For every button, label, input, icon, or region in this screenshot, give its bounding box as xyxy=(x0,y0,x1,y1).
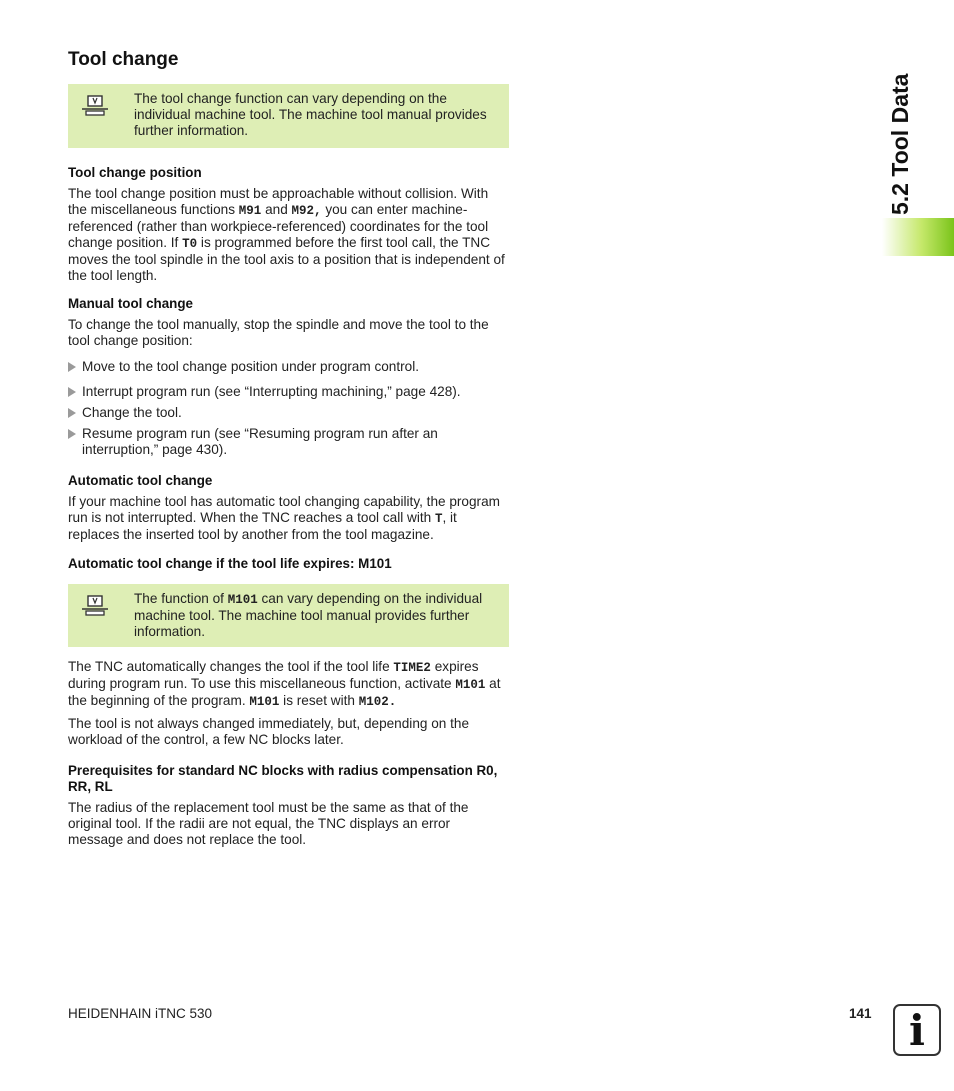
text-run: is reset with xyxy=(279,693,359,708)
automatic-paragraph xyxy=(68,494,509,543)
text-run: is programmed before the first tool call, the TNC moves the tool spindle in the tool axis to a position that is independent of the tool length. xyxy=(68,235,505,283)
m101-paragraph-2: The tool is not always changed immediately, but, depending on the workload of the control, a few NC blocks later. xyxy=(68,716,470,747)
page-number: 141 xyxy=(849,1006,872,1021)
step-item xyxy=(68,384,509,400)
bullet-triangle-icon xyxy=(68,362,76,372)
section-title-position: Tool change position xyxy=(68,165,202,180)
bullet-triangle-icon xyxy=(68,408,76,418)
section-title-manual: Manual tool change xyxy=(68,296,193,311)
code-m91: M91 xyxy=(238,204,262,218)
code-m101: M101 xyxy=(249,695,280,709)
code-time2: TIME2 xyxy=(393,661,431,675)
manual-intro: To change the tool manually, stop the spindle and move the tool to the tool change position: xyxy=(68,317,489,348)
page-heading: Tool change xyxy=(68,49,179,70)
text-run: The function of xyxy=(134,591,228,606)
chapter-title-text: 5.2 Tool Data xyxy=(887,73,913,215)
step-item xyxy=(68,359,509,375)
bullet-triangle-icon xyxy=(68,387,76,397)
text-run: The tool change position must be approachable without collision. With the miscellaneous functions xyxy=(68,186,489,217)
machine-note-box xyxy=(68,84,509,148)
machine-tool-icon xyxy=(80,595,110,617)
text-run: and xyxy=(261,202,292,217)
chapter-tab xyxy=(882,218,954,256)
code-m92: M92, xyxy=(291,204,322,218)
section-title-prereq: Prerequisites for standard NC blocks with radius compensation R0, RR, RL xyxy=(68,763,498,794)
text-run: you can enter machine-referenced (rather than workpiece-referenced) coordinates for the tool change position. If xyxy=(68,202,489,250)
section-title-automatic: Automatic tool change xyxy=(68,473,213,488)
code-m101: M101 xyxy=(227,593,258,607)
machine-note-box xyxy=(68,584,509,647)
text-run: If your machine tool has automatic tool changing capability, the program run is not interrupted. When the TNC reaches a tool call with xyxy=(68,494,500,525)
step-text: Interrupt program run (see “Interrupting machining,” page 428). xyxy=(82,384,461,399)
text-run: expires during program run. To use this miscellaneous function, activate xyxy=(68,659,479,691)
step-text: Change the tool. xyxy=(82,405,182,420)
text-run: The TNC automatically changes the tool if the tool life xyxy=(68,659,394,674)
note-text: The tool change function can vary depending on the individual machine tool. The machine tool manual provides further information. xyxy=(134,91,487,138)
text-run: , it replaces the inserted tool by another from the tool magazine. xyxy=(68,510,457,542)
step-item xyxy=(68,426,509,458)
text-run: at the beginning of the program. xyxy=(68,676,501,708)
code-m102: M102. xyxy=(358,695,397,709)
prereq-paragraph: The radius of the replacement tool must be the same as that of the original tool. If the radii are not equal, the TNC displays an error message and does not replace the tool. xyxy=(68,800,469,847)
info-icon xyxy=(893,1004,941,1056)
note-text xyxy=(134,591,499,640)
code-t: T xyxy=(434,512,443,526)
step-text: Move to the tool change position under program control. xyxy=(82,359,420,374)
position-paragraph xyxy=(68,186,509,284)
section-title-m101: Automatic tool change if the tool life expires: M101 xyxy=(68,556,392,571)
footer-product: HEIDENHAIN iTNC 530 xyxy=(68,1006,213,1021)
code-t0: T0 xyxy=(182,237,198,251)
code-m101: M101 xyxy=(455,678,486,692)
step-text: Resume program run (see “Resuming program run after an interruption,” page 430). xyxy=(82,426,438,457)
bullet-triangle-icon xyxy=(68,429,76,439)
info-glyph: i xyxy=(909,1006,925,1055)
text-run: can vary depending on the individual machine tool. The machine tool manual provides further information. xyxy=(134,591,483,639)
m101-paragraph xyxy=(68,659,509,710)
machine-tool-icon xyxy=(80,95,110,117)
step-item xyxy=(68,405,509,421)
